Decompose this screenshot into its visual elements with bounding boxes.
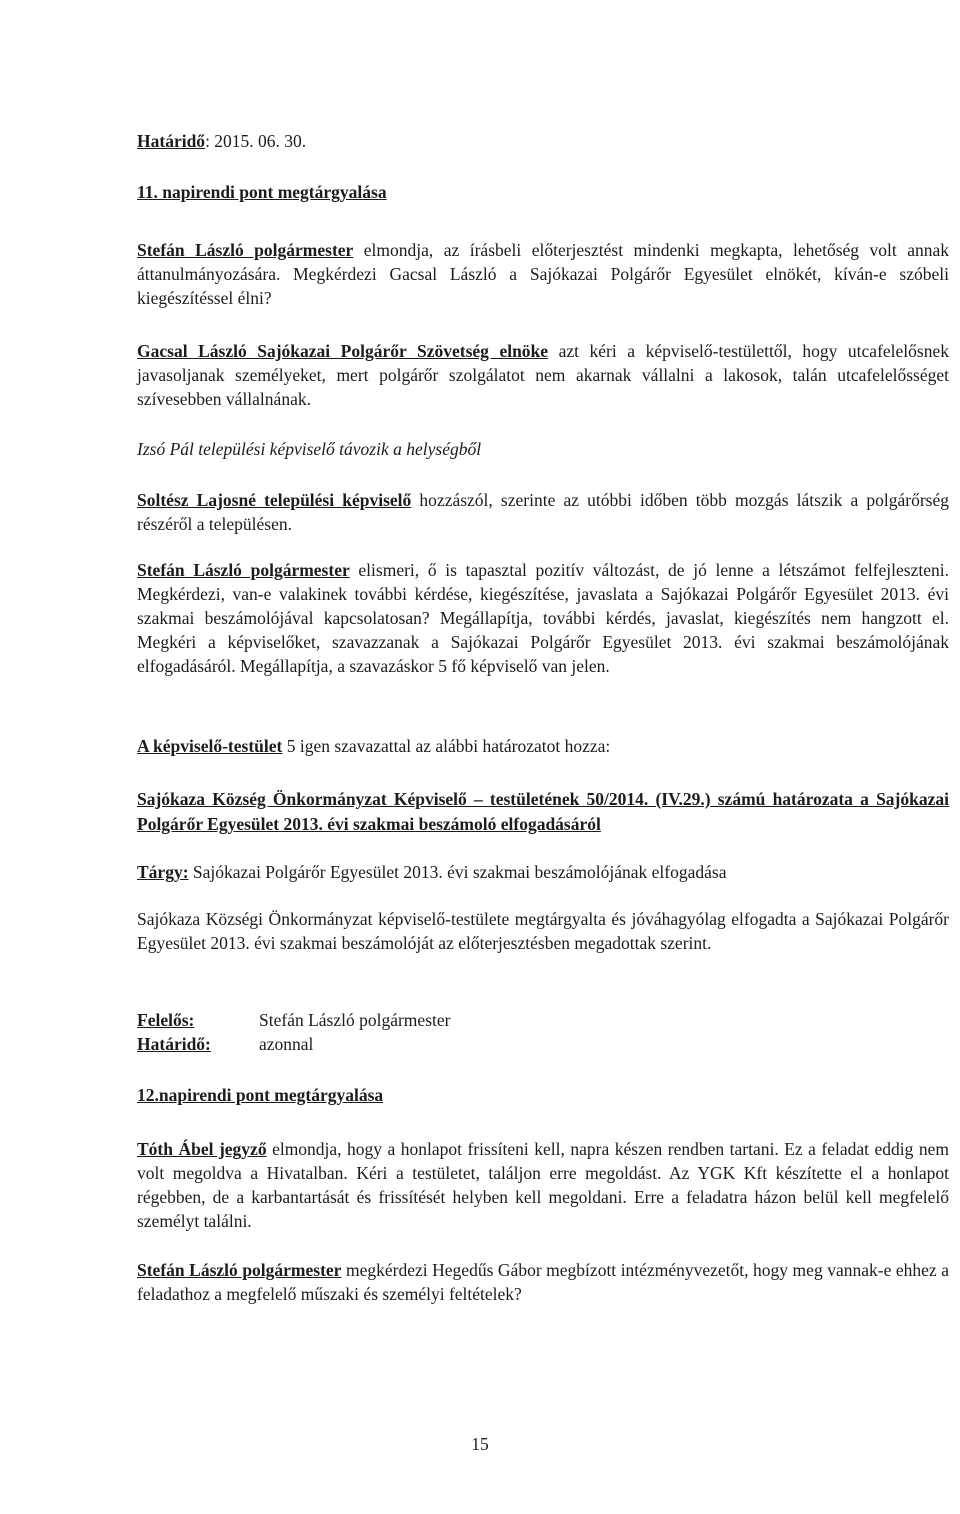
speaker-name: Soltész Lajosné települési képviselő: [137, 490, 412, 510]
page-number: 15: [471, 1434, 489, 1454]
paragraph-text: elmondja, az írásbeli előterjesztést mindenki megkapta, lehetőség volt annak áttanulmányozására. Megkérdezi Gacsal László a Sajókazai Polgárőr Egyesület elnökét, kíván-e szóbeli kiegészítéssel élni?: [137, 240, 949, 308]
note-departure: Izsó Pál települési képviselő távozik a helységből: [137, 439, 482, 459]
speaker-name: Stefán László polgármester: [137, 1260, 342, 1280]
deadline-label-2: Határidő:: [137, 1034, 211, 1054]
speaker-name: A képviselő-testület: [137, 736, 283, 756]
paragraph-text: megkérdezi Hegedűs Gábor megbízott intézményvezetőt, hogy meg vannak-e ehhez a feladathoz a megfelelő műszaki és személyi feltételek?: [137, 1260, 949, 1304]
paragraph-council-decision: [137, 734, 949, 758]
paragraph-mayor-question: [137, 1258, 949, 1306]
item-12-heading: 12.napirendi pont megtárgyalása: [137, 1085, 384, 1105]
deadline-line: [137, 129, 949, 153]
paragraph-text: 5 igen szavazattal az alábbi határozatot hozza:: [282, 736, 611, 756]
responsible-value: Stefán László polgármester: [259, 1010, 451, 1030]
speaker-name: Stefán László polgármester: [137, 240, 354, 260]
paragraph-gacsal: [137, 339, 949, 411]
speaker-name: Gacsal László Sajókazai Polgárőr Szövetség elnöke: [137, 341, 549, 361]
paragraph-soltesz: [137, 488, 949, 536]
deadline-label: Határidő: [137, 131, 206, 151]
paragraph-text: elmondja, hogy a honlapot frissíteni kell, napra készen rendben tartani. Ez a feladat eddig nem volt megoldva a Hivatalban. Kéri a testületet, találjon erre megoldást. Az YGK Kft készítette el a honlapot régebben, de a karbantartását és frissítését helyben kell megoldani. Erre a feladatra házon belül kell megfelelő személyt találni.: [137, 1139, 949, 1231]
responsible-label: Felelős:: [137, 1010, 195, 1030]
subject-label: Tárgy:: [137, 862, 189, 882]
paragraph-mayor-intro: [137, 238, 949, 310]
deadline-row: [137, 1032, 737, 1056]
paragraph-resolution-body: Sajókaza Községi Önkormányzat képviselő-testülete megtárgyalta és jóváhagyólag elfogadta a Sajókazai Polgárőr Egyesület 2013. évi szakmai beszámolóját az előterjesztésben megadottak szerint.: [137, 909, 949, 953]
responsible-row: [137, 1008, 737, 1032]
speaker-name: Stefán László polgármester: [137, 560, 350, 580]
deadline-value-2: azonnal: [259, 1034, 314, 1054]
deadline-value: : 2015. 06. 30.: [205, 131, 307, 151]
resolution-title: Sajókaza Község Önkormányzat Képviselő – testületének 50/2014. (IV.29.) számú határozata a Sajókazai Polgárőr Egyesület 2013. évi szakmai beszámoló elfogadásáról: [137, 789, 949, 834]
paragraph-text: azt kéri a képviselő-testülettől, hogy utcafelelősnek javasoljanak személyeket, mert polgárőr szolgálatot nem akarnak vállalni a lakosok, talán utcafelelősséget szívesebben vállalnának.: [137, 341, 949, 409]
item-11-heading: 11. napirendi pont megtárgyalása: [137, 182, 387, 202]
paragraph-toth: [137, 1137, 949, 1233]
subject-text: Sajókazai Polgárőr Egyesület 2013. évi szakmai beszámolójának elfogadása: [188, 862, 727, 882]
subject-line: [137, 860, 949, 884]
paragraph-text: hozzászól, szerinte az utóbbi időben több mozgás látszik a polgárőrség részéről a településen.: [137, 490, 949, 534]
paragraph-mayor-vote: [137, 558, 949, 678]
paragraph-text: elismeri, ő is tapasztal pozitív változást, de jó lenne a létszámot felfejleszteni. Megkérdezi, van-e valakinek további kérdése, kiegészítése, javaslata a Sajókazai Polgárőr Egyesület 2013. évi szakmai beszámolójával kapcsolatosan? Megállapítja, további kérdés, javaslat, kiegészítés nem hangzott el. Megkéri a képviselőket, szavazzanak a Sajókazai Polgárőr Egyesület 2013. évi szakmai beszámolójának elfogadásáról. Megállapítja, a szavazáskor 5 fő képviselő van jelen.: [137, 560, 949, 676]
speaker-name: Tóth Ábel jegyző: [137, 1139, 267, 1159]
